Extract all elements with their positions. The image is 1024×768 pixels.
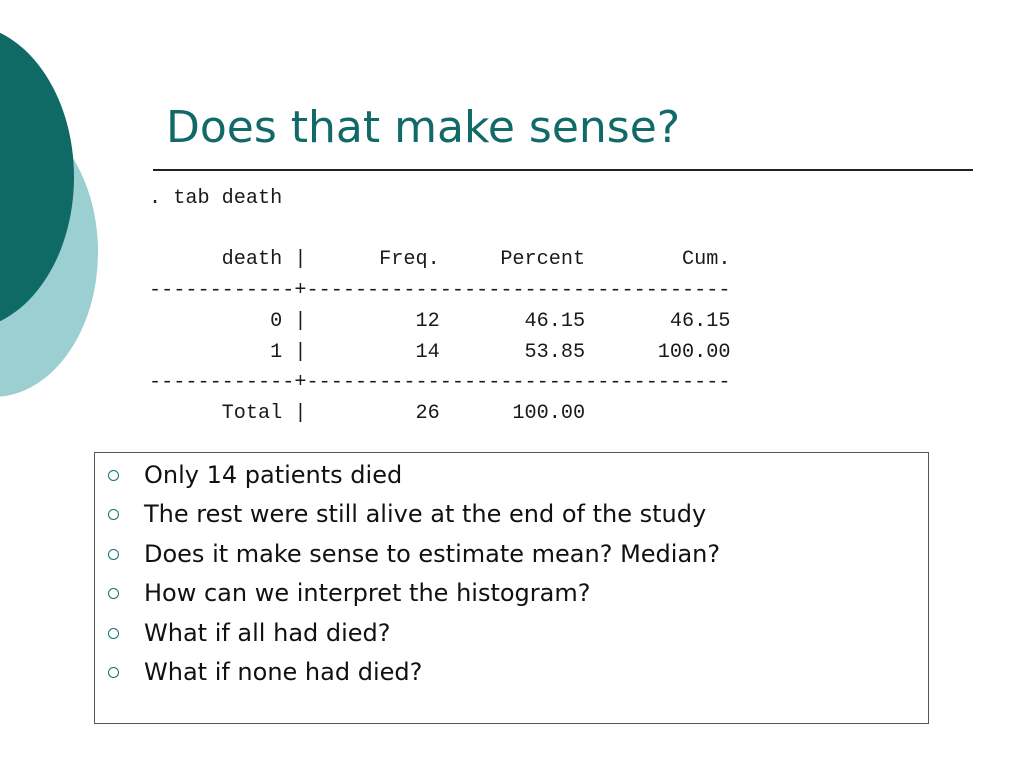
bullet-item (95, 574, 928, 613)
bullet-item (95, 456, 928, 495)
bullet-text: What if all had died? (144, 618, 391, 647)
title-divider (153, 169, 973, 171)
bullet-item (95, 535, 928, 574)
hollow-circle-bullet-icon (108, 470, 119, 481)
bullet-text: How can we interpret the histogram? (144, 579, 591, 608)
bullet-text: Does it make sense to estimate mean? Median? (144, 539, 721, 568)
hollow-circle-bullet-icon (108, 509, 119, 520)
stata-command-line: . tab death (149, 187, 283, 210)
bullet-item (95, 614, 928, 653)
bullet-box (94, 452, 929, 724)
table-separator-line: ------------+----------------------------------- (149, 279, 731, 303)
hollow-circle-bullet-icon (108, 628, 119, 639)
table-row-line: 1 | 14 53.85 100.00 (149, 340, 731, 364)
table-total-line: Total | 26 100.00 (149, 401, 586, 425)
table-separator-line: ------------+----------------------------------- (149, 371, 731, 395)
slide-title: Does that make sense? (166, 102, 681, 153)
bullet-text: Only 14 patients died (144, 461, 403, 489)
hollow-circle-bullet-icon (108, 549, 119, 560)
hollow-circle-bullet-icon (108, 667, 119, 678)
stata-output (149, 184, 731, 430)
bullet-item (95, 495, 928, 534)
bullet-text: What if none had died? (144, 657, 423, 686)
bullet-item (95, 653, 928, 692)
bullet-text: The rest were still alive at the end of the study (144, 500, 707, 529)
table-header-line: death | Freq. Percent Cum. (149, 248, 731, 272)
hollow-circle-bullet-icon (108, 588, 119, 599)
bullet-list (95, 453, 928, 692)
table-row-line: 0 | 12 46.15 46.15 (149, 309, 731, 333)
blank-line (149, 215, 731, 246)
